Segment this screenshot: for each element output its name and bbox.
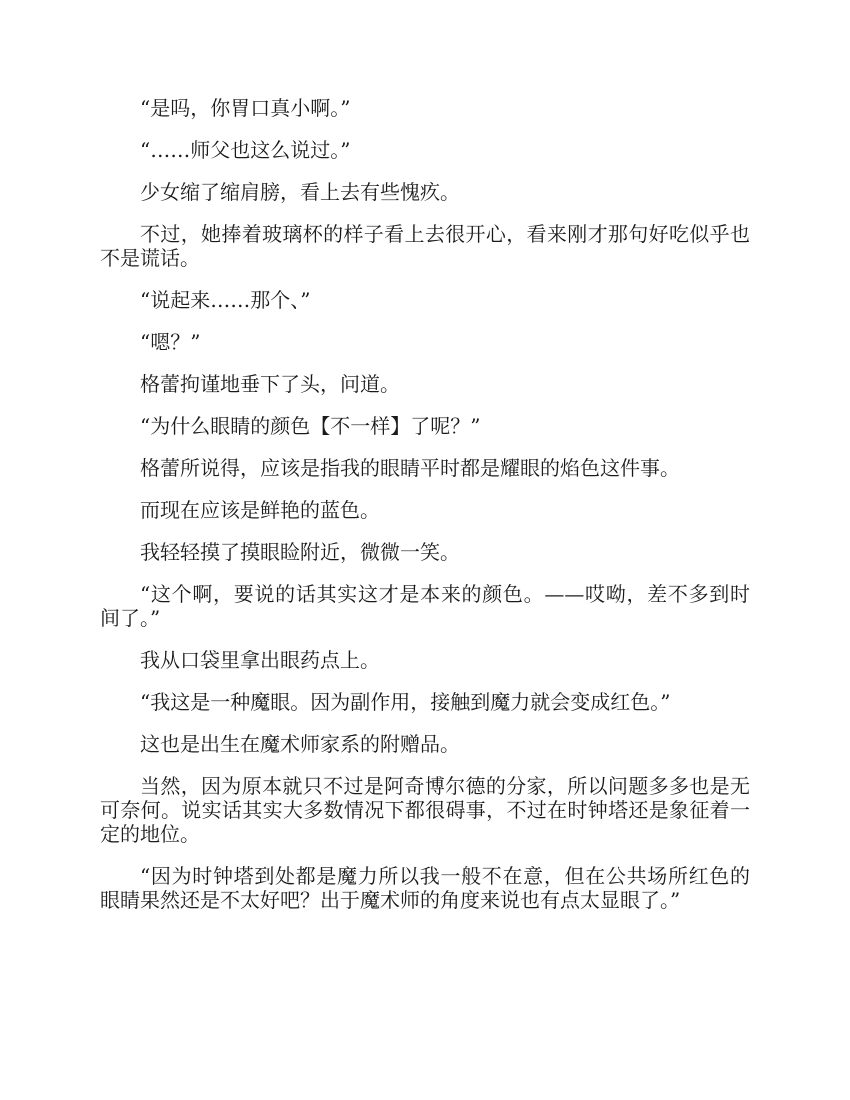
paragraph: 不过，她捧着玻璃杯的样子看上去很开心，看来刚才那句好吃似乎也不是谎话。 <box>100 222 750 270</box>
paragraph: 这也是出生在魔术师家系的附赠品。 <box>140 732 460 756</box>
paragraph: “说起来……那个、” <box>140 288 311 312</box>
paragraph: 少女缩了缩肩膀，看上去有些愧疚。 <box>140 180 460 204</box>
paragraph: “因为时钟塔到处都是魔力所以我一般不在意，但在公共场所红色的眼睛果然还是不太好吧？出于魔术师的角度来说也有点太显眼了。” <box>100 864 750 912</box>
paragraph: 格蕾拘谨地垂下了头，问道。 <box>140 372 400 396</box>
paragraph: 我从口袋里拿出眼药点上。 <box>140 648 380 672</box>
paragraph: “是吗，你胃口真小啊。” <box>140 96 351 120</box>
paragraph: “嗯？” <box>140 330 201 354</box>
paragraph: “为什么眼睛的颜色【不一样】了呢？” <box>140 414 481 438</box>
paragraph: 当然，因为原本就只不过是阿奇博尔德的分家，所以问题多多也是无可奈何。说实话其实大多数情况下都很碍事，不过在时钟塔还是象征着一定的地位。 <box>100 774 750 846</box>
paragraph: “……师父也这么说过。” <box>140 138 351 162</box>
document-page <box>100 96 750 930</box>
paragraph: 格蕾所说得，应该是指我的眼睛平时都是耀眼的焰色这件事。 <box>140 456 680 480</box>
paragraph: 而现在应该是鲜艳的蓝色。 <box>140 498 380 522</box>
paragraph: 我轻轻摸了摸眼睑附近，微微一笑。 <box>140 540 460 564</box>
paragraph: “这个啊，要说的话其实这才是本来的颜色。——哎呦，差不多到时间了。” <box>100 582 750 630</box>
paragraph: “我这是一种魔眼。因为副作用，接触到魔力就会变成红色。” <box>140 690 671 714</box>
